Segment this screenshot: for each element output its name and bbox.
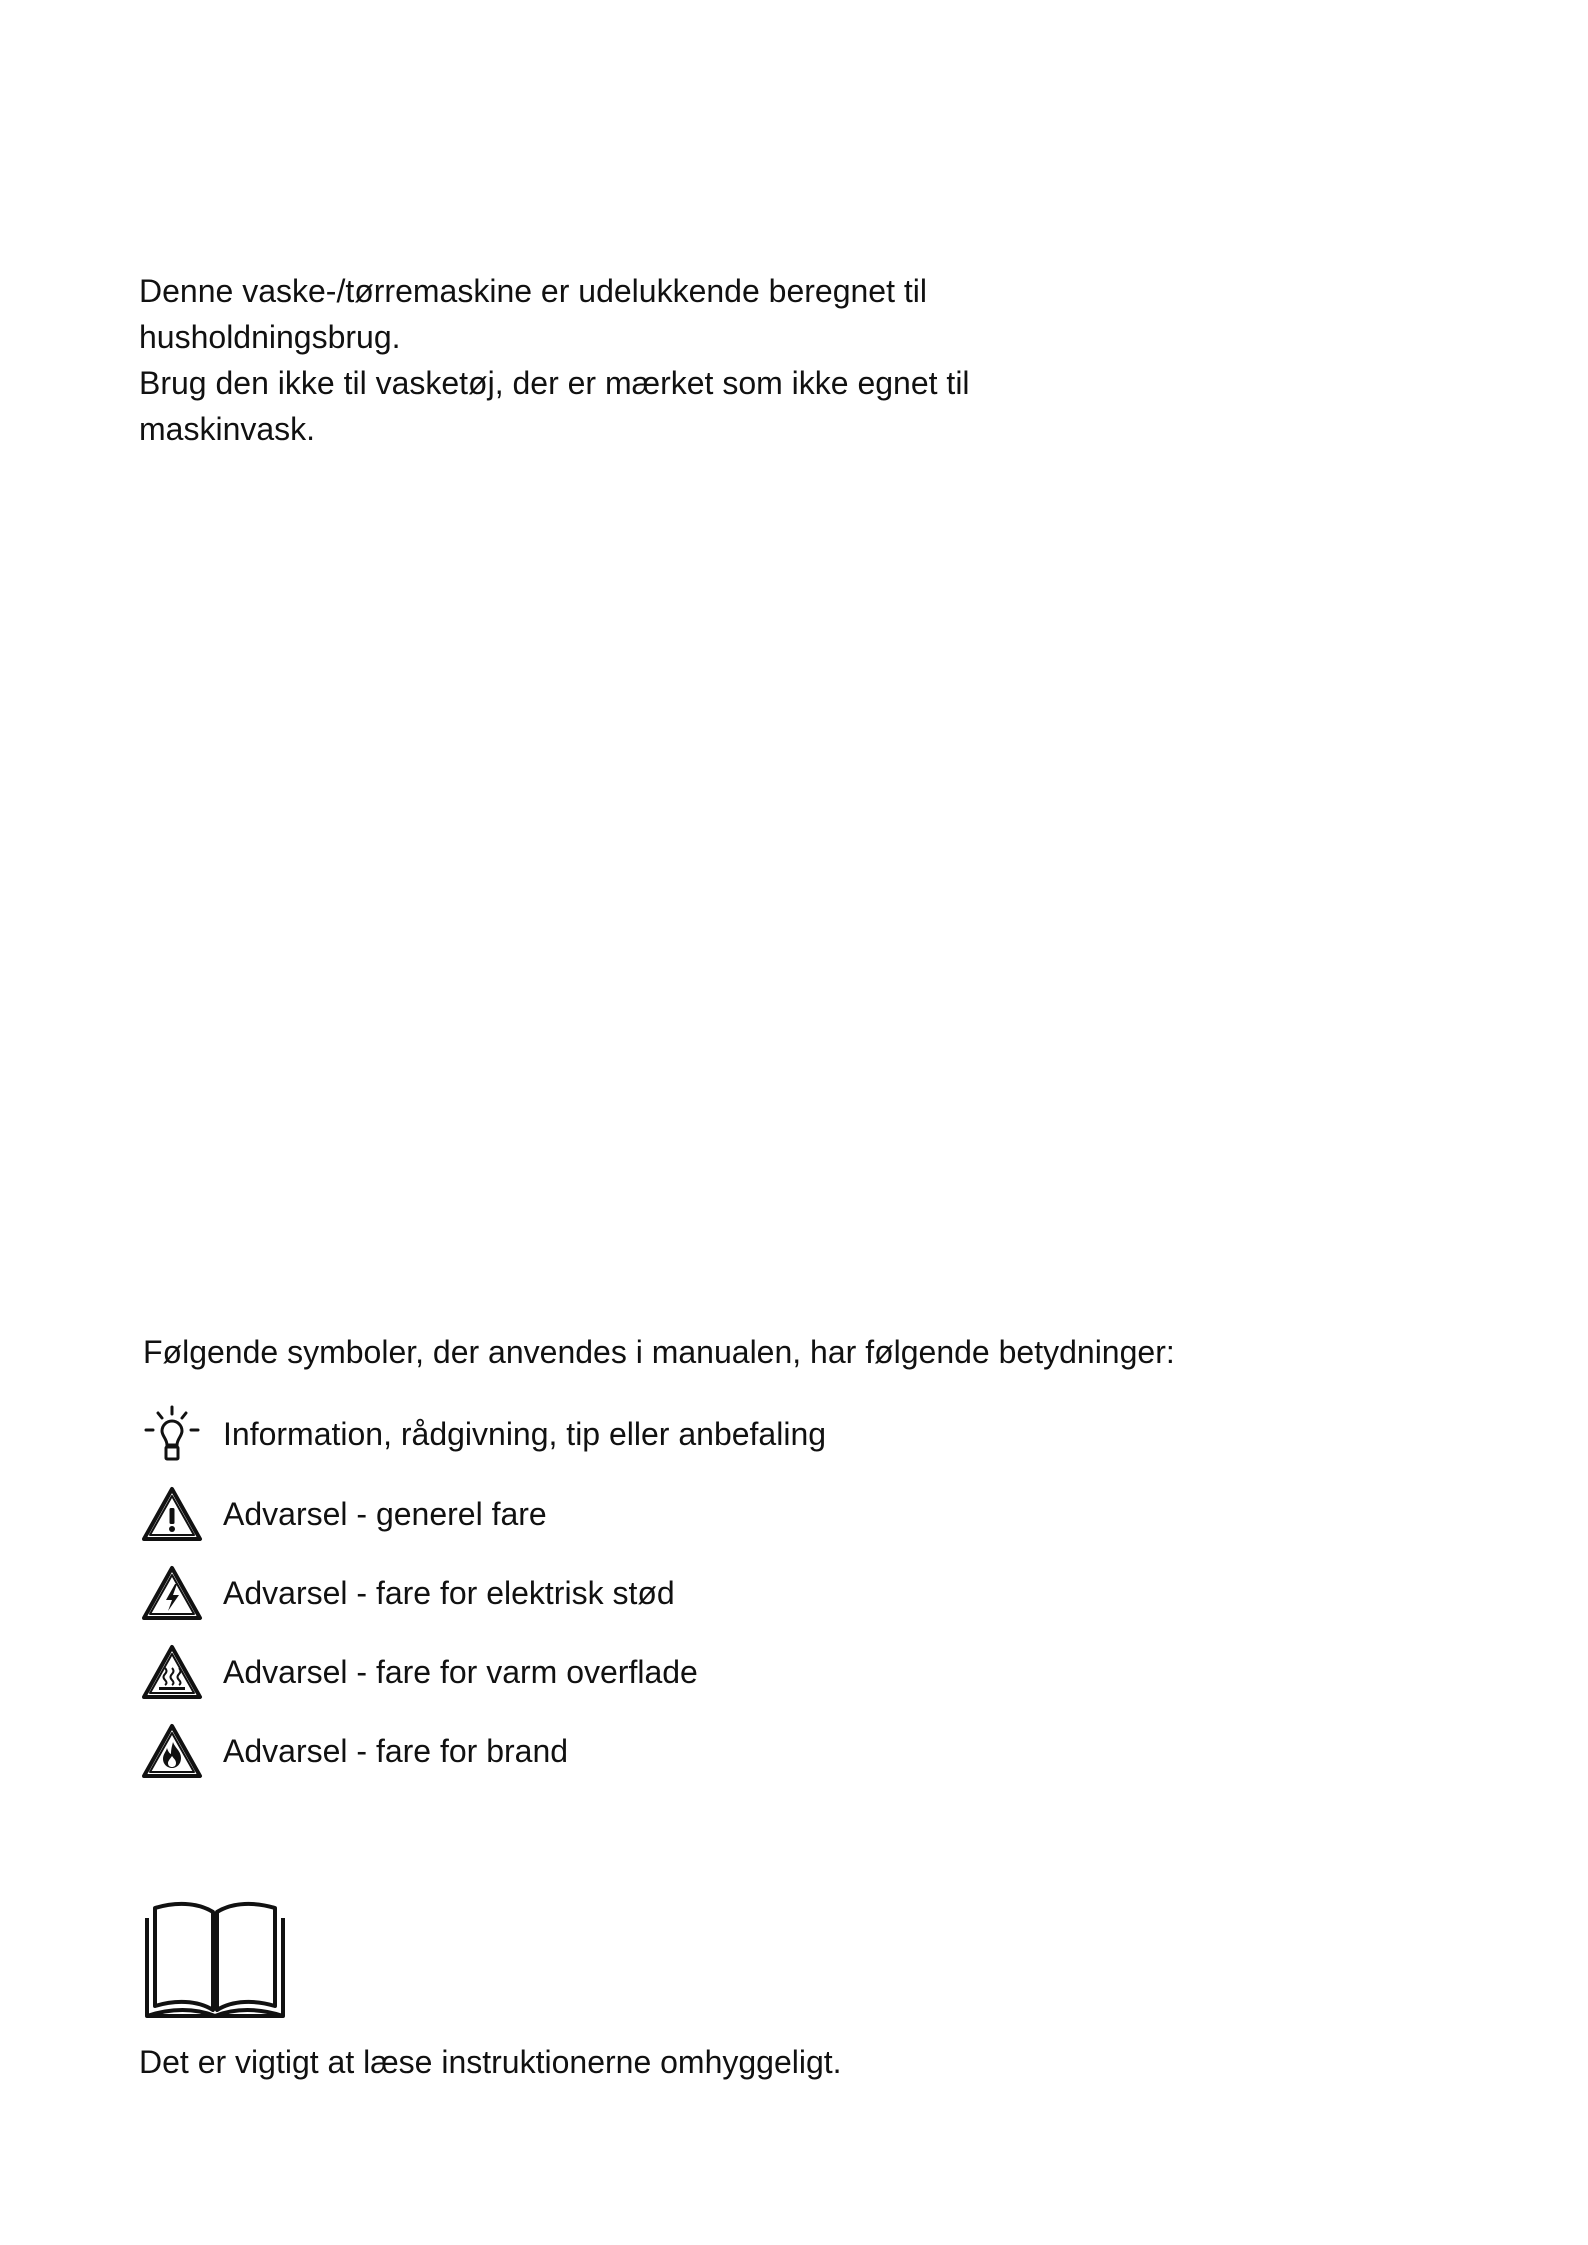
symbols-heading: Følgende symboler, der anvendes i manualen, har følgende betydninger:: [143, 1334, 1175, 1370]
symbol-row-electric-shock: [140, 1562, 1240, 1626]
intro-section: [139, 268, 1239, 452]
symbol-row-general-danger: [140, 1483, 1240, 1547]
symbol-label-general-danger: Advarsel - generel fare: [223, 1496, 547, 1532]
warning-fire-icon: [140, 1720, 204, 1784]
warning-hot-surface-icon: [140, 1641, 204, 1705]
symbol-label-hot-surface: Advarsel - fare for varm overflade: [223, 1654, 698, 1690]
symbol-label-electric-shock: Advarsel - fare for elektrisk stød: [223, 1575, 675, 1611]
intro-line-1: Denne vaske-/tørremaskine er udelukkende beregnet til: [139, 273, 927, 309]
intro-line-3: Brug den ikke til vasketøj, der er mærket som ikke egnet til: [139, 365, 970, 401]
open-book-icon: [143, 1898, 287, 2022]
symbol-row-fire: [140, 1720, 1240, 1784]
symbol-row-hot-surface: [140, 1641, 1240, 1705]
lightbulb-icon: [140, 1403, 204, 1467]
symbol-label-information: Information, rådgivning, tip eller anbefaling: [223, 1416, 827, 1452]
intro-line-4: maskinvask.: [139, 411, 316, 447]
intro-line-2: husholdningsbrug.: [139, 319, 401, 355]
symbol-row-information: [140, 1403, 1240, 1467]
warning-general-icon: [140, 1483, 204, 1547]
instructions-note: Det er vigtigt at læse instruktionerne omhyggeligt.: [139, 2044, 842, 2080]
warning-electric-shock-icon: [140, 1562, 204, 1626]
symbol-label-fire: Advarsel - fare for brand: [223, 1733, 569, 1769]
